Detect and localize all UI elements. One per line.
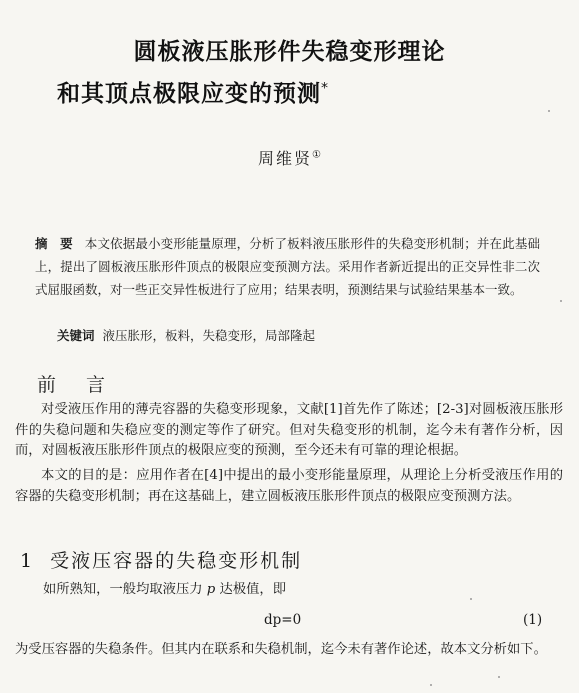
scan-speck [560,300,562,302]
section1-paragraph-2: 为受压容器的失稳条件。但其内在联系和失稳机制，迄今未有著作论述，故本文分析如下。 [15,642,547,657]
equation-number: (1) [523,612,543,628]
author-footnote-mark: ① [312,149,321,161]
section-title: 受液压容器的失稳变形机制 [50,550,303,572]
author [0,146,579,169]
scan-speck [498,676,500,678]
paper-title-line2 [57,75,329,108]
pressure-variable: p [206,582,216,597]
section-heading-intro: 前 言 [37,374,118,396]
intro-paragraph-1: 对受液压作用的薄壳容器的失稳变形现象，文献[1]首先作了陈述；[2-3]对圆板液压胀形件的失稳问题和失稳应变的测定等作了研究。但对失稳变形的机制，迄今未有著作分析，因而，对圆板液压胀形件顶点的极限应变的预测，至今还未有可靠的理论根据。 [15,402,563,458]
section-number: 1 [20,550,35,572]
keywords [57,324,537,347]
equation: dp=0 [264,612,302,628]
scan-speck [430,684,432,686]
keywords-text: 液压胀形，板料，失稳变形，局部隆起 [102,328,316,343]
section1-paragraph-1 [43,580,563,601]
abstract-label: 摘 要 [35,236,77,251]
author-name: 周维贤 [258,149,313,168]
title-footnote-mark: * [321,80,329,97]
section1-text-after: 达极值，即 [219,582,287,597]
scan-speck [548,110,550,112]
paper-title-line2-text: 和其顶点极限应变的预测 [57,81,321,107]
abstract-text: 本文依据最小变形能量原理，分析了板料液压胀形件的失稳变形机制；并在此基础上，提出了圆板液压胀形件顶点的极限应变预测方法。采用作者新近提出的正交异性非二次式屈服函数，对一些正交异性板进行了应用；结果表明，预测结果与试验结果基本一致。 [35,236,540,297]
intro-paragraph-2: 本文的目的是：应用作者在[4]中提出的最小变形能量原理，从理论上分析受液压作用的容器的失稳变形机制；再在这基础上，建立圆板液压胀形件顶点的极限应变预测方法。 [15,468,563,504]
keywords-label: 关键词 [57,328,95,343]
section1-text-before: 如所熟知，一般均取液压力 [43,582,203,597]
scan-speck [470,598,472,600]
abstract [35,232,540,301]
section-heading-1 [20,546,302,573]
paper-title-line1: 圆板液压胀形件失稳变形理论 [133,39,446,65]
